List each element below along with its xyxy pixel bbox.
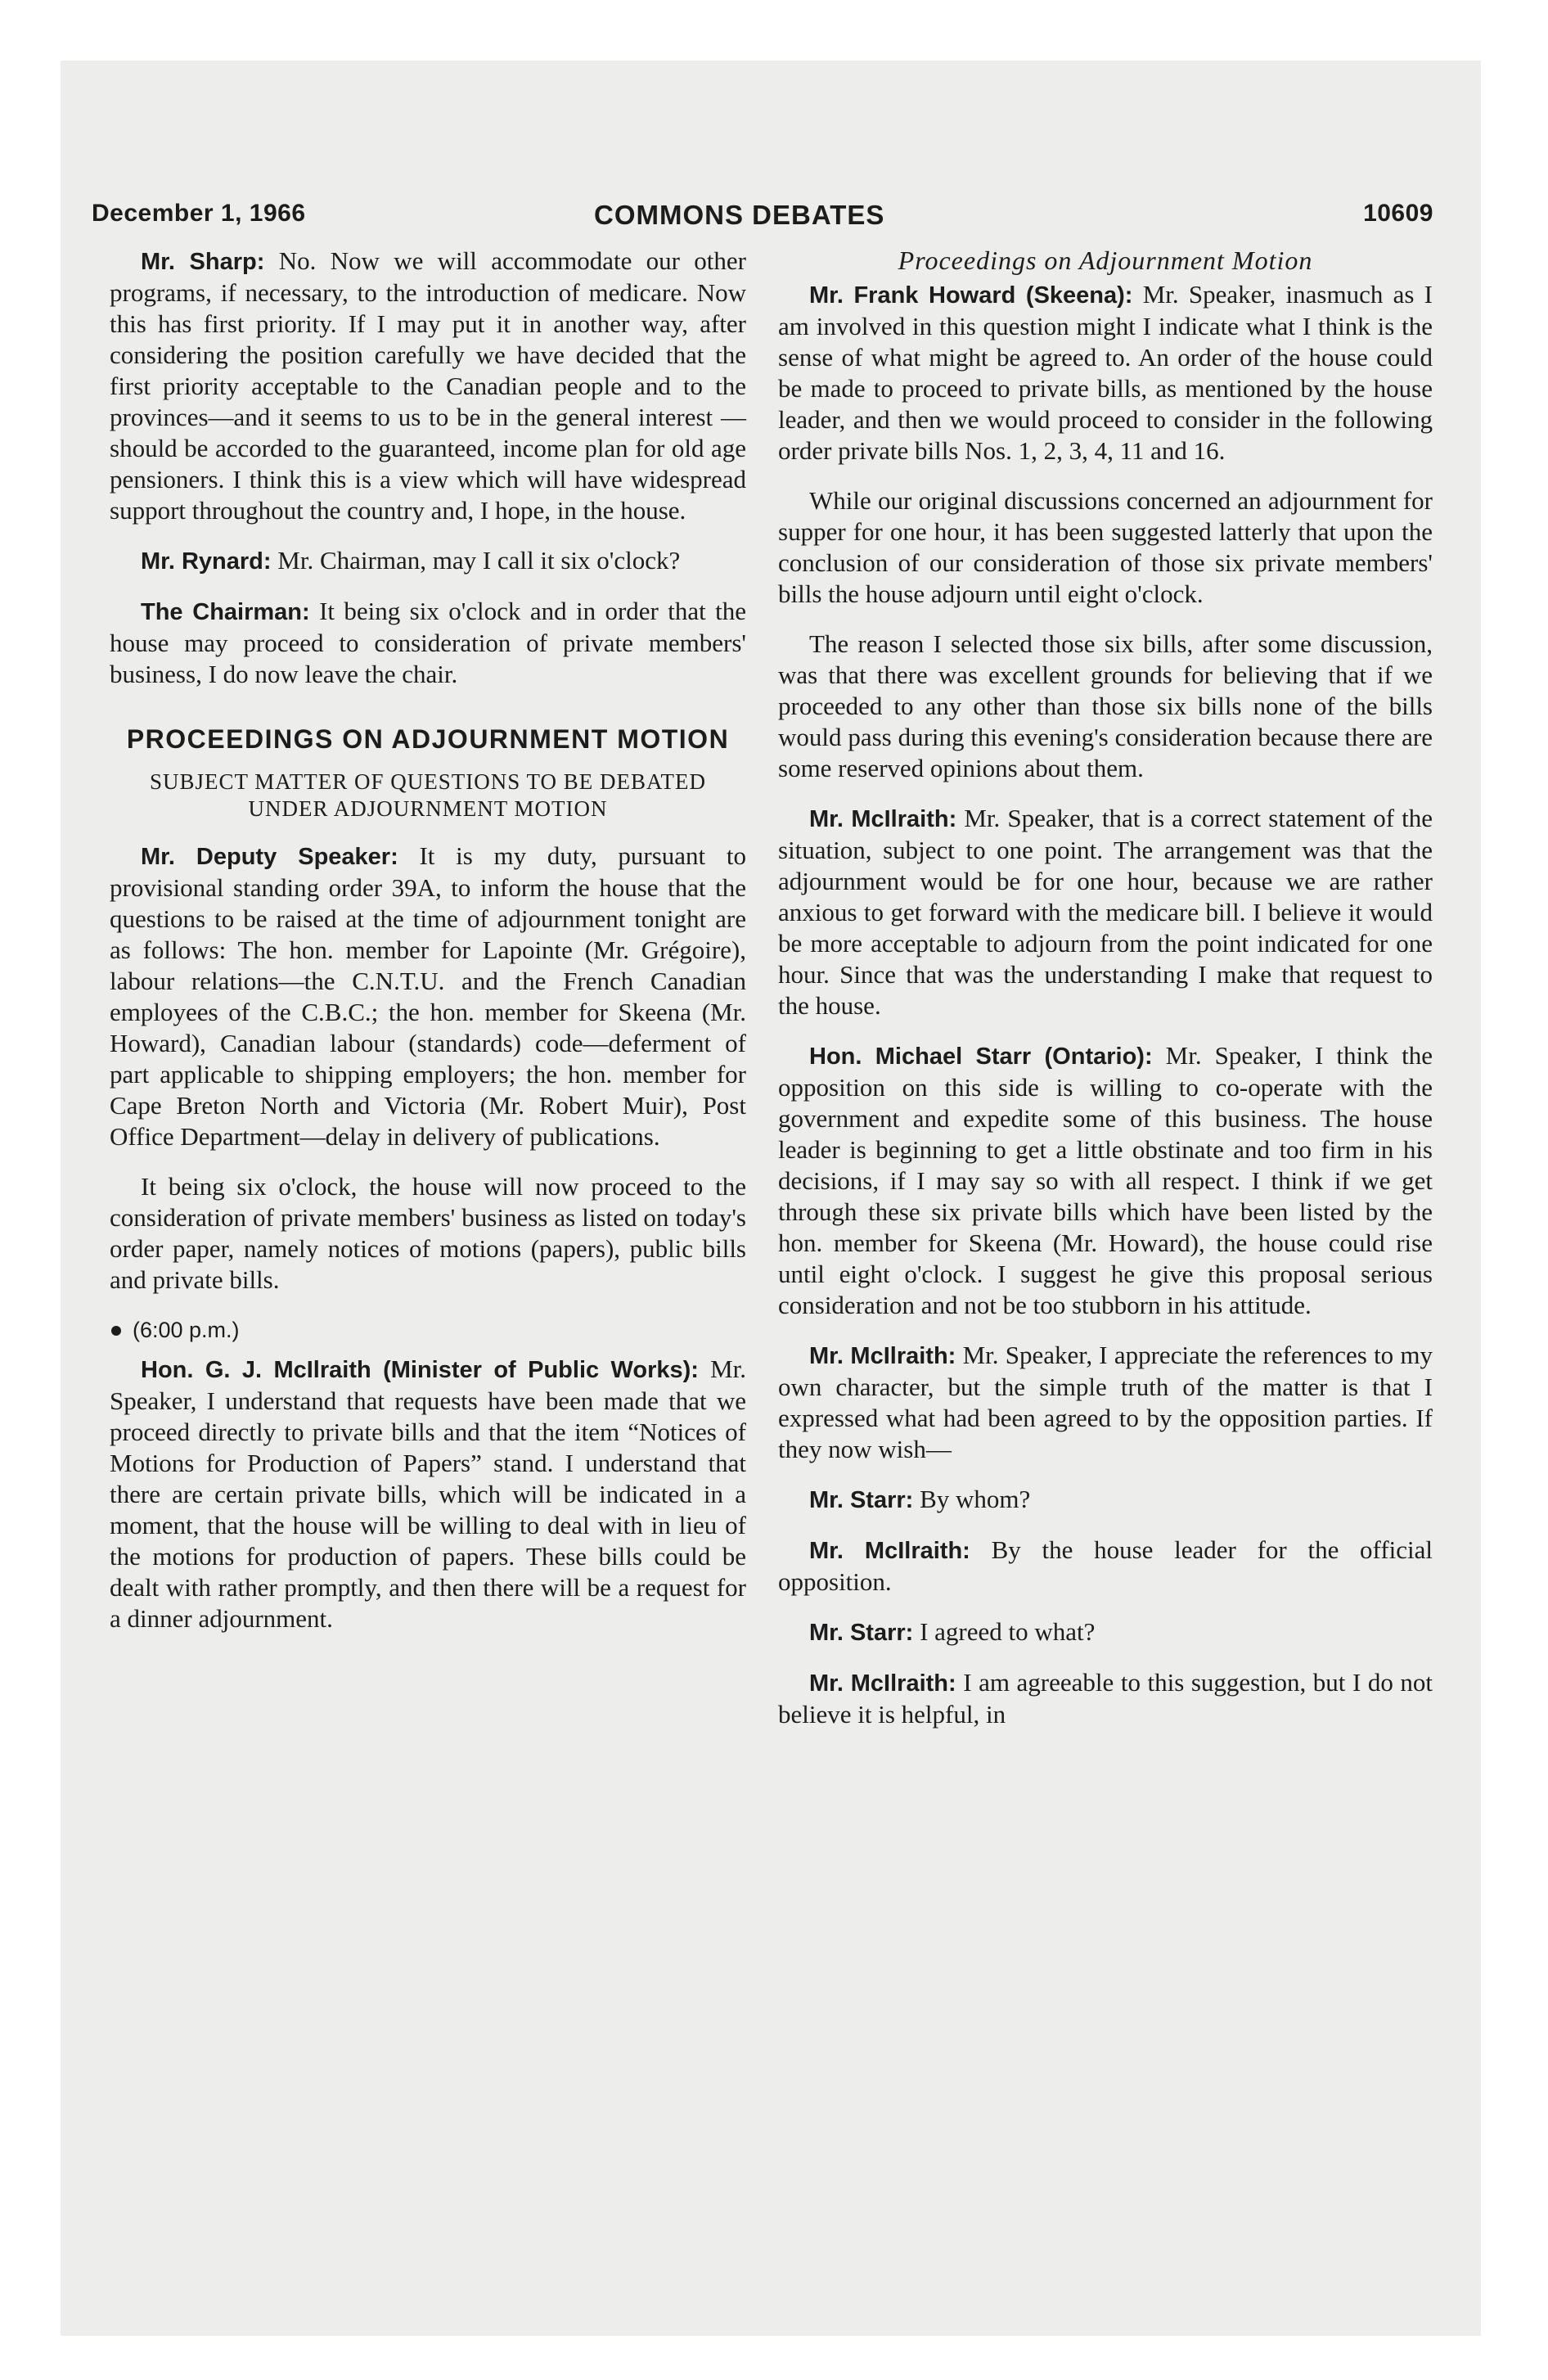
paragraph-text: I am agreeable to this suggestion, but I do not believe it is helpful, in — [778, 1668, 1433, 1729]
speaker-name: Mr. Sharp: — [141, 249, 265, 275]
paragraph — [778, 279, 1433, 467]
speaker-name: Mr. McIlraith: — [809, 1343, 956, 1369]
paragraph-text: I agreed to what? — [920, 1617, 1096, 1646]
page-header — [92, 200, 1433, 241]
left-column — [110, 246, 746, 1653]
speaker-name: Mr. McIlraith: — [809, 1538, 970, 1564]
speaker-name: Mr. Frank Howard (Skeena): — [809, 282, 1133, 309]
paragraph — [110, 1354, 746, 1634]
paragraph — [778, 629, 1433, 784]
paragraph — [778, 485, 1433, 610]
paragraph-text: By whom? — [920, 1485, 1031, 1513]
paragraph-text: No. Now we will accommodate our other programs, if necessary, to the introduction of medicare. Now this has first priority. If I may put it in another way, after considering the position carefully we have decided that the first priority acceptable to the Canadian people and to the provinces—and it seems to us to be in the general interest —should be accorded to the guaranteed, income plan for old age pensioners. I think this is a view which will have widespread support throughout the country and, I hope, in the house. — [110, 246, 746, 525]
section-title: PROCEEDINGS ON ADJOURNMENT MOTION — [126, 724, 730, 754]
paragraph-text: It is my duty, pursuant to provisional standing order 39A, to inform the house that the questions to be raised at the time of adjournment tonight are as follows: The hon. member for Lapointe (Mr. Grégoire), labour relations—the C.N.T.U. and the French Canadian employees of the C.B.C.; the hon. member for Skeena (Mr. Howard), Canadian labour (standards) code—deferment of part applicable to shipping employers; the hon. member for Cape Breton North and Victoria (Mr. Robert Muir), Post Office Department—delay in delivery of publications. — [110, 841, 746, 1151]
time-marker — [110, 1314, 746, 1346]
paragraph-text: The reason I selected those six bills, after some discussion, was that there was excellent grounds for believing that if we proceeded to any other than those six bills none of the bills would pass during this evening's consideration because there are some reserved opinions about them. — [778, 629, 1433, 782]
speaker-name: Mr. Deputy Speaker: — [141, 844, 398, 870]
header-date: December 1, 1966 — [92, 200, 306, 227]
header-page-number: 10609 — [1363, 200, 1433, 227]
bullet-icon — [111, 1326, 121, 1336]
paragraph — [778, 1040, 1433, 1321]
paragraph-text: Mr. Chairman, may I call it six o'clock? — [277, 546, 681, 575]
paragraph-text: It being six o'clock and in order that the house may proceed to consideration of private members' business, I do now leave the chair. — [110, 597, 746, 688]
subsection-title: SUBJECT MATTER OF QUESTIONS TO BE DEBATED UNDER ADJOURNMENT MOTION — [149, 769, 707, 821]
paragraph-text: Mr. Speaker, that is a correct statement of the situation, subject to one point. The arrangement was that the adjournment would be for one hour, because we are rather anxious to get forward with the medicare bill. I believe it would be more acceptable to adjourn from the point indicated for one hour. Since that was the understanding I make that request to the house. — [778, 804, 1433, 1020]
paragraph-text: Mr. Speaker, I appreciate the references to my own character, but the simple truth of the matter is that I expressed what had been agreed to by the opposition parties. If they now wish— — [778, 1341, 1433, 1463]
paragraph — [778, 1616, 1433, 1648]
paragraph — [110, 246, 746, 526]
paragraph — [778, 1535, 1433, 1598]
header-publication: COMMONS DEBATES — [594, 200, 885, 230]
speaker-name: The Chairman: — [141, 599, 310, 625]
paragraph-text: It being six o'clock, the house will now proceed to the consideration of private members' business as listed on today's order paper, namely notices of motions (papers), public bills and private bills. — [110, 1172, 746, 1294]
paragraph — [778, 803, 1433, 1021]
speaker-name: Mr. Rynard: — [141, 548, 272, 575]
right-column — [778, 246, 1433, 1749]
paragraph-text: Mr. Speaker, I understand that requests have been made that we proceed directly to private bills and that the item “Notices of Motions for Production of Papers” stand. I understand that there are certain private bills, which will be indicated in a moment, that the house will be willing to deal with in lieu of the motions for production of papers. These bills could be dealt with rather promptly, and then there will be a request for a dinner adjournment. — [110, 1355, 746, 1633]
time-marker-text: (6:00 p.m.) — [133, 1318, 240, 1342]
speaker-name: Hon. G. J. McIlraith (Minister of Public Works): — [141, 1357, 699, 1383]
speaker-name: Mr. McIlraith: — [809, 806, 957, 832]
speaker-name: Hon. Michael Starr (Ontario): — [809, 1044, 1153, 1070]
paragraph — [778, 1667, 1433, 1730]
speaker-name: Mr. McIlraith: — [809, 1670, 956, 1697]
paragraph — [110, 841, 746, 1152]
speaker-name: Mr. Starr: — [809, 1620, 914, 1646]
running-title: Proceedings on Adjournment Motion — [898, 246, 1313, 275]
paragraph-text: Mr. Speaker, inasmuch as I am involved in this question might I indicate what I think is the sense of what might be agreed to. An order of the house could be made to proceed to private bills, as mentioned by the house leader, and then we would proceed to consider in the following order private bills Nos. 1, 2, 3, 4, 11 and 16. — [778, 280, 1433, 465]
paragraph — [778, 1340, 1433, 1465]
paragraph-text: While our original discussions concerned an adjournment for supper for one hour, it has been suggested latterly that upon the conclusion of our consideration of those six private members' bills the house adjourn until eight o'clock. — [778, 486, 1433, 608]
speaker-name: Mr. Starr: — [809, 1487, 914, 1513]
paragraph — [110, 596, 746, 690]
paragraph — [778, 1484, 1433, 1516]
paragraph — [110, 545, 746, 577]
paragraph-text: By the house leader for the official opposition. — [778, 1535, 1433, 1596]
paragraph — [110, 1171, 746, 1296]
paragraph-text: Mr. Speaker, I think the opposition on this side is willing to co-operate with the government and expedite some of this business. The house leader is beginning to get a little obstinate and too firm in his decisions, if I may say so with all respect. I think if we get through these six private bills which have been listed by the hon. member for Skeena (Mr. Howard), the house could rise until eight o'clock. I suggest he give this proposal serious consideration and not be too stubborn in his attitude. — [778, 1041, 1433, 1319]
